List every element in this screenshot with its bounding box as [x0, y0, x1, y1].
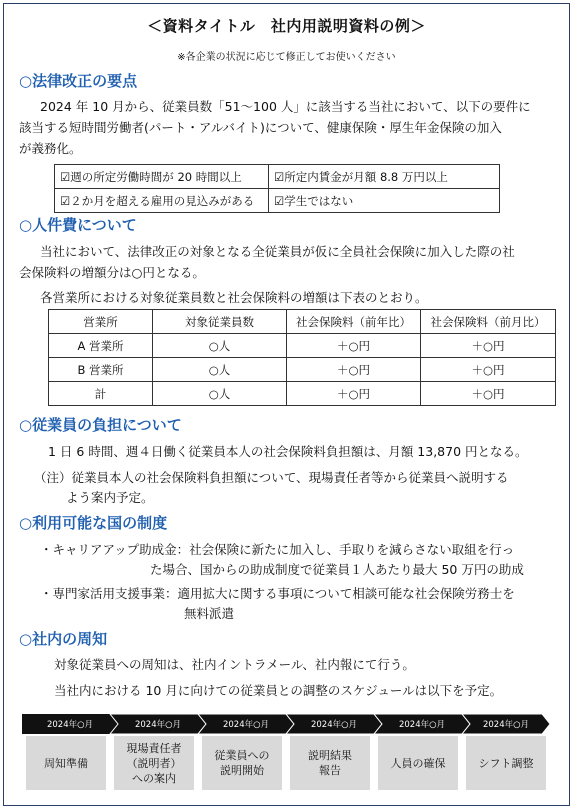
table-cell: ＋○円 [421, 358, 556, 382]
timeline-step-box: 従業員への 説明開始 [202, 736, 282, 790]
usage-note: ※各企業の状況に応じて修正してお使いください [177, 52, 396, 63]
requirement-cell: ☑所定内賃金が月額 8.8 万円以上 [269, 165, 500, 189]
table-cell: B 営業所 [49, 358, 153, 382]
timeline-step-box: 人員の確保 [378, 736, 458, 790]
law-para-line3: が義務化。 [19, 141, 82, 156]
burden-para: 1 日 6 時間、週４日働く従業員本人の社会保険料負担額は、月額 13,870 円となる。 [48, 444, 528, 459]
notice-para1: 対象従業員への周知は、社内イントラメール、社内報にて行う。 [54, 657, 415, 672]
program-item2-line1: ・専門家活用支援事業：適用拡大に関する事項について相談可能な社会保険労務士を [40, 586, 515, 601]
heading-employee-burden: ○従業員の負担について [19, 416, 182, 434]
timeline-date: 2024年○月 [310, 720, 358, 730]
table-cell: ○人 [153, 334, 287, 358]
table-header-row [49, 310, 556, 334]
heading-law-revision: ○法律改正の要点 [19, 72, 138, 90]
table-cell: A 営業所 [49, 334, 153, 358]
column-header: 社会保険料（前年比） [287, 310, 421, 334]
document-page [3, 3, 570, 806]
requirements-table [54, 164, 500, 213]
table-cell: ○人 [153, 382, 287, 406]
notice-para2: 当社内における 10 月に向けての従業員との調整のスケジュールは以下を予定。 [54, 683, 503, 698]
table-row [49, 382, 556, 406]
timeline-step-box: 説明結果 報告 [290, 736, 370, 790]
timeline-step-box: シフト調整 [466, 736, 546, 790]
requirement-cell: ☑週の所定労働時間が 20 時間以上 [55, 165, 269, 189]
program-item1-line1: ・キャリアアップ助成金：社会保険に新たに加入し、手取りを減らさない取組を行っ [40, 542, 515, 557]
table-cell: ＋○円 [421, 334, 556, 358]
column-header: 対象従業員数 [153, 310, 287, 334]
burden-note-line1: （注）従業員本人の社会保険料負担額について、現場責任者等から従業員へ説明する [34, 470, 509, 485]
cost-para-table-intro: 各営業所における対象従業員数と社会保険料の増額は下表のとおり。 [40, 290, 428, 305]
timeline-step-box: 周知準備 [26, 736, 106, 790]
timeline-date: 2024年○月 [46, 720, 94, 730]
requirement-cell: ☑学生ではない [269, 189, 500, 213]
timeline-date: 2024年○月 [482, 720, 530, 730]
program-item1-line2: た場合、国からの助成制度で従業員１人あたり最大 50 万円の助成 [150, 562, 524, 577]
table-cell: ＋○円 [421, 382, 556, 406]
table-row [55, 189, 500, 213]
column-header: 営業所 [49, 310, 153, 334]
timeline-date: 2024年○月 [398, 720, 446, 730]
requirement-cell: ☑２か月を超える雇用の見込みがある [55, 189, 269, 213]
heading-internal-notice: ○社内の周知 [19, 630, 108, 648]
table-cell: ○人 [153, 358, 287, 382]
table-cell: ＋○円 [287, 358, 421, 382]
law-para-line2: 該当する短時間労働者(パート・アルバイト)について、健康保険・厚生年金保険の加入 [19, 120, 502, 135]
law-para-line1: 2024 年 10 月から、従業員数「51～100 人」に該当する当社において、以下の要件に [40, 99, 531, 114]
table-cell: 計 [49, 382, 153, 406]
timeline-date: 2024年○月 [222, 720, 270, 730]
table-row [49, 334, 556, 358]
timeline-step-box: 現場責任者 （説明者） への案内 [114, 736, 194, 790]
document-title: ＜資料タイトル 社内用説明資料の例＞ [147, 17, 426, 35]
table-cell: ＋○円 [287, 382, 421, 406]
table-row [49, 358, 556, 382]
heading-labor-cost: ○人件費について [19, 216, 137, 234]
table-row [55, 165, 500, 189]
heading-government-programs: ○利用可能な国の制度 [19, 514, 168, 532]
cost-table [48, 309, 556, 406]
column-header: 社会保険料（前月比） [421, 310, 556, 334]
timeline-date: 2024年○月 [134, 720, 182, 730]
cost-para-line2: 会保険料の増額分は○円となる。 [19, 265, 205, 280]
program-item2-line2: 無料派遣 [184, 606, 235, 621]
cost-para-line1: 当社において、法律改正の対象となる全従業員が仮に全員社会保険に加入した際の社 [40, 244, 515, 259]
burden-note-line2: よう案内予定。 [66, 490, 154, 505]
table-cell: ＋○円 [287, 334, 421, 358]
